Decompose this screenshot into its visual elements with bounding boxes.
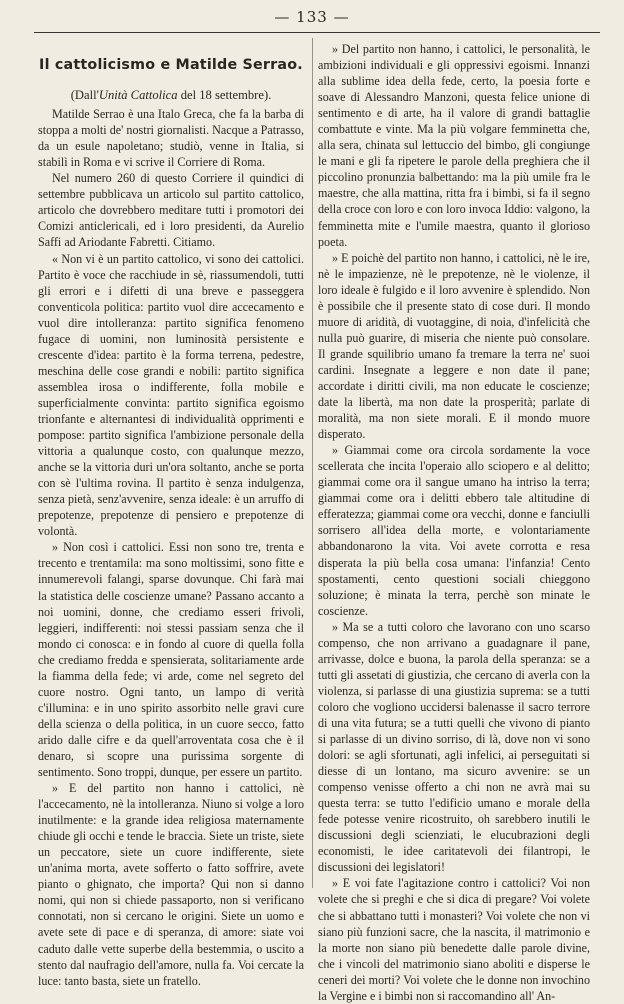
right-column — [318, 41, 590, 1004]
source-prefix: (Dall' — [70, 88, 99, 103]
source-suffix: del 18 settembre). — [177, 88, 272, 103]
paragraph: » Del partito non hanno, i cattolici, le personalità, le ambizioni individuali e gli oppressivi egoismi. Innanzi alla sublime idea della fede, certo, la poesia forte e soave di Alessandro Manzoni, questa felice unione di sentimento e di arte, ha il valore di grandi battaglie combattute e vinte. Ma la più volgare femminetta che, alla sera, chinata sul lettuccio del bimbo, gli congiunge le mani e gli fa ripetere le parole della preghiera che il piccolino pronunzia balbettando: ma la più umile fra le maestre, che alla mattina, ritta fra i bimbi, si fa il segno della croce con loro e con loro invoca Iddio: valgono, la femminetta mite e l'umile maestra, quanto il glorioso poeta. — [318, 42, 590, 249]
paragraph: Matilde Serrao è una Italo Greca, che fa la barba di stoppa a molti de' nostri giornalisti. Nacque a Patrasso, da un esule napoletano; studiò, venne in Italia, si stabilì in Roma e vi scrive il Corriere di Roma. — [38, 107, 304, 170]
page-number: — 133 — — [274, 8, 350, 26]
paragraph: Nel numero 260 di questo Corriere il quindici di settembre pubblicava un articolo sul partito cattolico, articolo che dovrebbero meditare tutti i promotori dei Comizi anticlericali, ed i loro presidenti, da Aurelio Saffi ad Ariodante Fabretti. Citiamo. — [38, 171, 304, 250]
paragraph: » E voi fate l'agitazione contro i cattolici? Voi non volete che si preghi e che si dica di pregare? Voi volete che si abbattano tutti i monasteri? Voi volete che non vi siano più funzioni sacre, che la nascita, il matrimonio e la morte non siano più benedette dalle parole divine, che i vincoli del matrimonio siano aboliti e disperse le ceneri dei morti? Voi volete che le donne non invochino la Vergine e i bimbi non si raccomandino all' An- — [318, 876, 590, 1003]
article-source — [38, 87, 304, 103]
paragraph: » Non così i cattolici. Essi non sono tre, trenta e trecento e trentamila: ma sono moltissimi, sono fitte e innumerevoli falangi, sparse dovunque. Chi farà mai la statistica delle coscienze umane? Passano accanto a noi uomini, donne, che crediamo esseri frivoli, leggieri, indifferenti: noi stessi passiam senza che il mondo ci conosca: e in fondo al cuore di quella folla che crediamo fredda e spensierata, solitariamente arde la fiamma della fede; vi arde, come nel segreto del cuore nostro. Ogni tanto, un lampo di verità c'illumina: e in uno spirito assorbito nelle gravi cure della scienza o della politica, in un cuore secco, fatto arido dalle cifre e da quell'arroventata cosa che è il denaro, si scopre una purissima sorgente di sentimento. Sono troppi, dunque, per essere un partito. — [38, 540, 304, 780]
paragraph: » E poichè del partito non hanno, i cattolici, nè le ire, nè le impazienze, nè le prepotenze, nè le violenze, il loro ideale è fulgido e il loro avvenire è splendido. Non è possibile che il presente stato di cose duri. Il mondo muore di aridità, di vuotaggine, di noia, d'infelicità che nulla può guarire, di miseria che niente può consolare. Il grande squilibrio umano fa tremare la terra ne' suoi cardini. Insegnate a leggere e non date il pane; accordate i diritti civili, ma non educate le coscienze; date la libertà, ma non date la prosperità; parlate di moralità, ma non siete morali. E il mondo muore disperato. — [318, 250, 590, 442]
header-rule — [34, 32, 600, 33]
paragraph: « Non vi è un partito cattolico, vi sono dei cattolici. Partito è voce che racchiude in sè, riassumendoli, tutti gli errori e i difetti di una breve e passeggera conventicola politica: partito vuol dire accecamento e vuol dire intolleranza: partito significa fenomeno fugace di uomini, non luminosità persistente e crescente d'idea: partito è la forma terrena, pedestre, meschina delle cose grandi e nobili: partito significa assemblea irosa o indifferente, folla mobile e superficialmente convinta: partito significa egoismo trionfante e alternantesi di individualità opprimenti e pompose: partito significa l'ambizione personale della vittoria a qualunque costo, con qualunque mezzo, anche se la vittoria duri un'ora soltanto, anche se porta con sè l'ultima rovina. Il partito è senza indulgenza, senza pietà, senz'avvenire, senza ideale: è un arruffo di prepotenze, prepotenze di pensiero e prepotenze di volontà. — [38, 251, 304, 539]
column-divider — [312, 38, 313, 888]
paragraph: » E del partito non hanno i cattolici, nè l'accecamento, nè la intolleranza. Niuno si volge a loro inutilmente: e la grande idea religiosa maternamente chiude gli occhi e tende le braccia. Siete un triste, siete un peccatore, siete un cuore indifferente, siete un'anima morta, avete sofferto o fatto soffrire, avete pianto o ghignato, che importa? Qui non si danno nomi, qui non si chiede passaporto, non si verificano connotati, non si cercano le origini. Siete un uomo e avete sete di pace e di speranza, di amore: siate voi caduto dalle vette superbe della bestemmia, o uscito a stento dal naufragio dell'amore, nulla fa. Voi cercate la luce: tanto basta, siete un fratello. — [38, 781, 304, 988]
source-paper: Unità Cattolica — [98, 88, 178, 103]
article-title: Il cattolicismo e Matilde Serrao. — [39, 57, 303, 73]
left-column — [38, 40, 304, 989]
paragraph: » Giammai come ora circola sordamente la voce scellerata che incita l'operaio allo sciopero e al delitto; giammai come ora il sangue umano ha intriso la terra; giammai come ora i delitti ebbero tale altitudine di efferatezza; giammai come ora vecchi, donne e fanciulli sorrisero all'idea della morte, e volontariamente abbandonarono la vita. Voi avete corrotta e resa disperata la più bella cosa umana: l'infanzia! Cento spostamenti, cento questioni sociali chieggono soluzione; è minata la terra, perchè son minate le coscienze. — [318, 443, 590, 618]
paragraph: » Ma se a tutti coloro che lavorano con uno scarso compenso, che non arrivano a guadagnare il pane, arrivasse, dolce e buona, la parola della speranza: se a tutti gli assetati di giustizia, che cercano di averla con la violenza, si parlasse di una giustizia suprema: se a tutti coloro che vogliono uccidersi balenasse il sacro terrore di una vita futura; se a tutti quelli che vivono di pianto si parlasse di un divino sorriso, di là, dove non vi sono dolori: se agli sfortunati, agli infelici, ai perseguitati si diesse di un lontano, ma sicuro avvenire: se un compenso venisse offerto a chi non ne avrà mai su questa terra: se tutto l'edificio umano e morale della fede potesse venire ricostruito, oh sarebbero inutili le discussioni degli scienziati, le elucubrazioni degli economisti, le idee caritatevoli dei filantropi, le discussioni dei legislatori! — [318, 619, 590, 875]
